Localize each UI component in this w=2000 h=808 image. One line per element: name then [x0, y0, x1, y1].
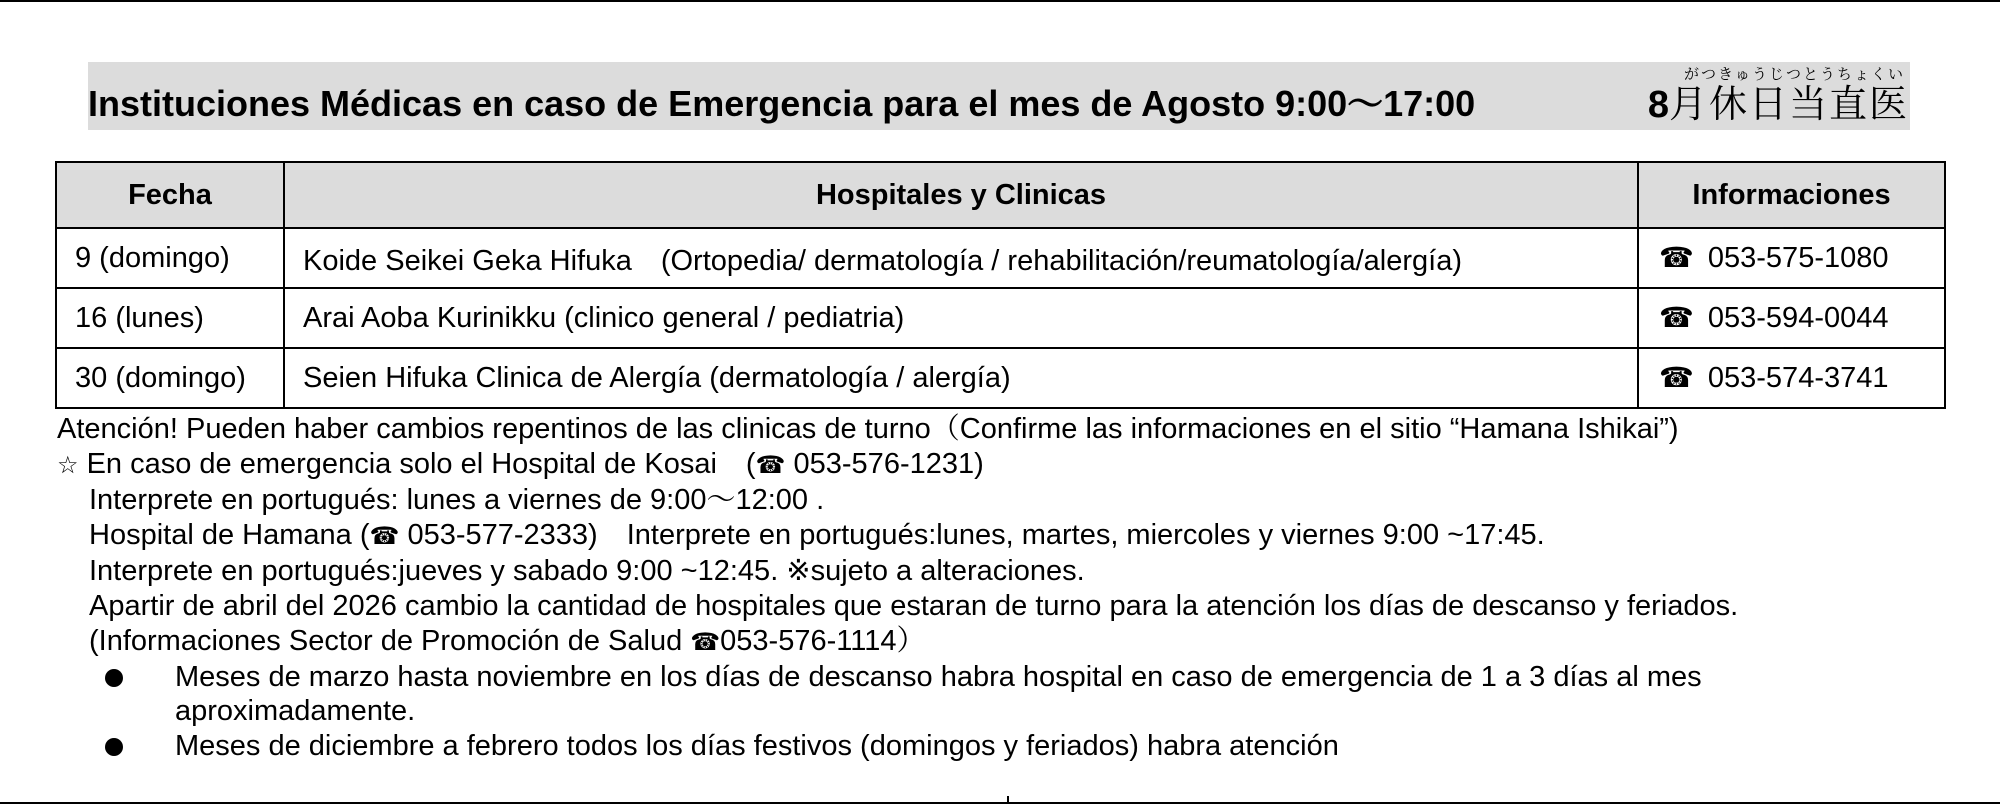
kosai-hospital-note [57, 447, 1947, 483]
kosai-hospital-text: En caso de emergencia solo el Hospital de Kosai ( [86, 448, 756, 480]
top-border-line [0, 0, 2000, 2]
hamana-interpreter-note: Interprete en portugués:jueves y sabado 9:00 ~12:45. ※sujeto a alteraciones. [89, 555, 1085, 587]
row-phone: 053-574-3741 [1707, 362, 1889, 394]
row-info [1638, 348, 1945, 408]
row-phone: 053-594-0044 [1707, 302, 1889, 334]
bottom-border-line [0, 802, 2000, 804]
star-icon: ☆ [57, 451, 79, 479]
hamana-hospital-suffix: 053-577-2333) Interprete en portugués:lunes, martes, miercoles y viernes 9:00 ~17:45. [407, 519, 1545, 551]
row-hospital: Koide Seikei Geka Hifuka (Ortopedia/ dermatología / rehabilitación/reumatología/alergía) [284, 228, 1638, 288]
april-change-note: Apartir de abril del 2026 cambio la cantidad de hospitales que estaran de turno para la atención los días de descanso y feriados. [89, 590, 1739, 622]
promotion-sector-suffix: 053-576-1114） [720, 625, 926, 657]
japanese-title [1648, 66, 1909, 127]
japanese-ruby-reading: がつきゅうじつとうちょくい [1683, 65, 1905, 83]
table-row [56, 348, 1945, 408]
phone-icon: ☎ [755, 451, 786, 479]
emergency-schedule-table [55, 161, 1946, 409]
notes-section [57, 412, 1947, 764]
phone-icon: ☎ [690, 628, 721, 656]
header-date: Fecha [56, 162, 284, 228]
list-item [57, 729, 1945, 763]
phone-icon: ☎ [369, 522, 400, 550]
row-phone: 053-575-1080 [1707, 242, 1889, 274]
phone-icon: ☎ [1659, 241, 1694, 274]
japanese-title-number: 8 [1647, 84, 1669, 126]
japanese-title-text: 月休日当直医 [1668, 82, 1909, 126]
page-title: Instituciones Médicas en caso de Emergencia para el mes de Agosto 9:00〜17:00 [88, 83, 1476, 124]
row-info [1638, 288, 1945, 348]
promotion-sector-prefix: (Informaciones Sector de Promoción de Salud [89, 625, 691, 657]
table-header-row [56, 162, 1945, 228]
bottom-center-tick [1007, 796, 1009, 804]
bullet-text: Meses de marzo hasta noviembre en los días de descanso habra hospital en caso de emergencia de 1 a 3 días al mes aproximadamente. [175, 661, 1702, 727]
row-date: 30 (domingo) [56, 348, 284, 408]
row-date: 16 (lunes) [56, 288, 284, 348]
attention-note: Atención! Pueden haber cambios repentinos de las clinicas de turno（Confirme las informaciones en el sitio “Hamana Ishikai”) [57, 413, 1679, 445]
bullet-text: Meses de diciembre a febrero todos los días festivos (domingos y feriados) habra atención [175, 730, 1339, 762]
row-hospital: Seien Hifuka Clinica de Alergía (dermatología / alergía) [284, 348, 1638, 408]
kosai-interpreter-note: Interprete en portugués: lunes a viernes de 9:00〜12:00 . [89, 484, 825, 516]
row-info [1638, 228, 1945, 288]
table-row [56, 228, 1945, 288]
phone-icon: ☎ [1659, 301, 1694, 334]
hamana-hospital-prefix: Hospital de Hamana ( [89, 519, 370, 551]
bullet-icon [105, 738, 123, 756]
bullet-list [57, 660, 1947, 763]
bullet-icon [105, 669, 123, 687]
list-item [57, 660, 1945, 728]
row-date: 9 (domingo) [56, 228, 284, 288]
header-hospital: Hospitales y Clinicas [284, 162, 1638, 228]
row-hospital: Arai Aoba Kurinikku (clinico general / pediatria) [284, 288, 1638, 348]
header-info: Informaciones [1638, 162, 1945, 228]
kosai-hospital-phone: 053-576-1231) [793, 448, 984, 480]
promotion-sector-note [57, 624, 1947, 660]
phone-icon: ☎ [1659, 361, 1694, 394]
japanese-title-line [1648, 82, 1909, 127]
table-row [56, 288, 1945, 348]
hamana-hospital-note [57, 518, 1947, 554]
